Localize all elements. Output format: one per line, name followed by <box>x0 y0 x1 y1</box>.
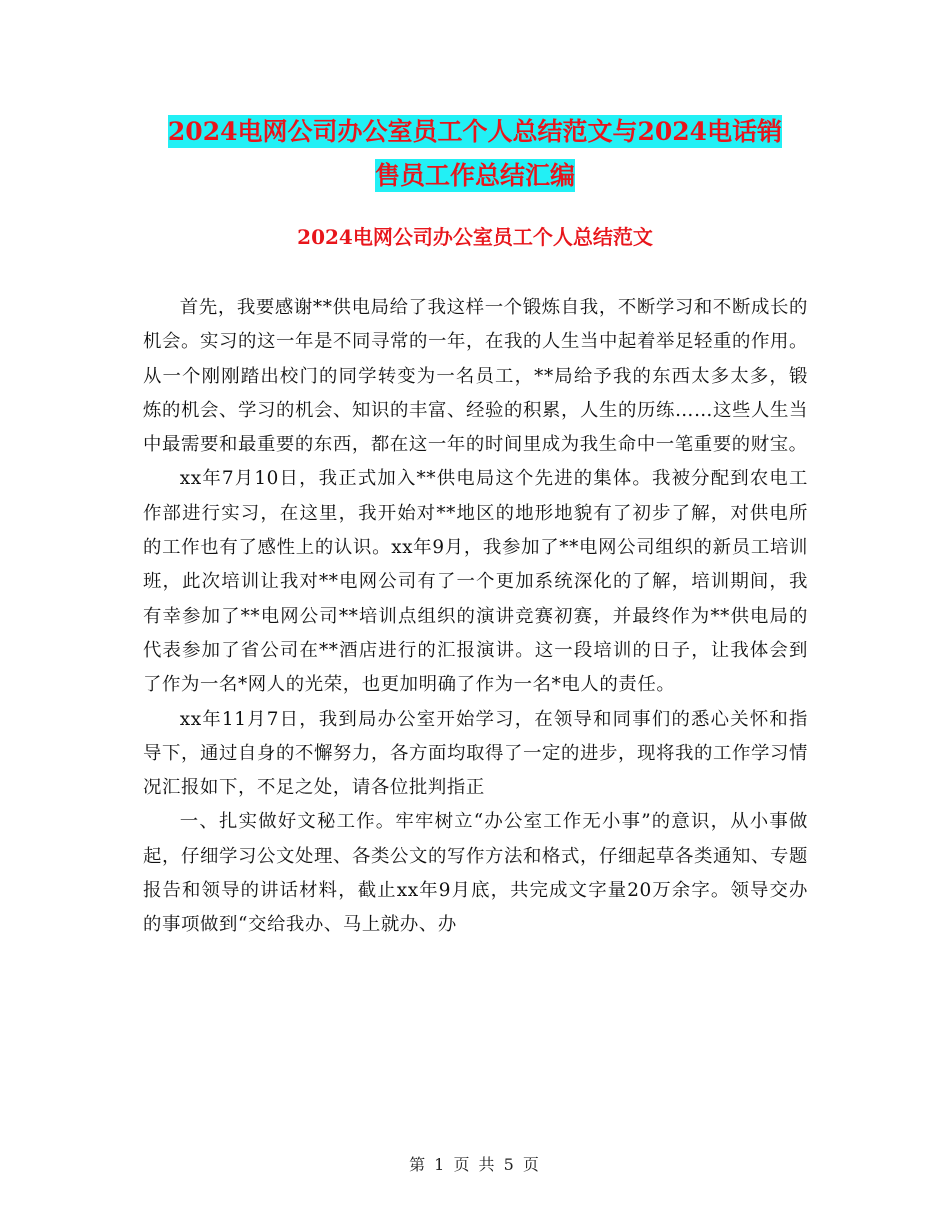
section-title: 2024电网公司办公室员工个人总结范文 <box>297 225 653 249</box>
page-footer: 第 1 页 共 5 页 <box>409 1155 541 1174</box>
paragraph: 首先，我要感谢**供电局给了我这样一个锻炼自我，不断学习和不断成长的机会。实习的这一年是不同寻常的一年，在我的人生当中起着举足轻重的作用。从一个刚刚踏出校门的同学转变为一名员工，**局给予我的东西太多太多，锻炼的机会、学习的机会、知识的丰富、经验的积累，人生的历练……这些人生当中最需要和最重要的东西，都在这一年的时间里成为我生命中一笔重要的财宝。 <box>143 297 808 456</box>
paragraph: xx年11月7日，我到局办公室开始学习，在领导和同事们的悉心关怀和指导下，通过自身的不懈努力，各方面均取得了一定的进步，现将我的工作学习情况汇报如下，不足之处，请各位批判指正 <box>143 708 808 799</box>
document-title <box>140 110 810 198</box>
document-title-line-1: 2024电网公司办公室员工个人总结范文与2024电话销 <box>167 117 783 146</box>
document-title-line-2: 售员工作总结汇编 <box>374 161 575 190</box>
body-text <box>143 291 808 943</box>
paragraph: xx年7月10日，我正式加入**供电局这个先进的集体。我被分配到农电工作部进行实习，在这里，我开始对**地区的地形地貌有了初步了解，对供电所的工作也有了感性上的认识。xx年9月，我参加了**电网公司组织的新员工培训班，此次培训让我对**电网公司有了一个更加系统深化的了解，培训期间，我有幸参加了**电网公司**培训点组织的演讲竞赛初赛，并最终作为**供电局的代表参加了省公司在**酒店进行的汇报演讲。这一段培训的日子，让我体会到了作为一名*网人的光荣，也更加明确了作为一名*电人的责任。 <box>143 468 808 696</box>
paragraph: 一、扎实做好文秘工作。牢牢树立“办公室工作无小事”的意识，从小事做起，仔细学习公文处理、各类公文的写作方法和格式，仔细起草各类通知、专题报告和领导的讲话材料，截止xx年9月底，共完成文字量20万余字。领导交办的事项做到“交给我办、马上就办、办 <box>143 811 808 936</box>
